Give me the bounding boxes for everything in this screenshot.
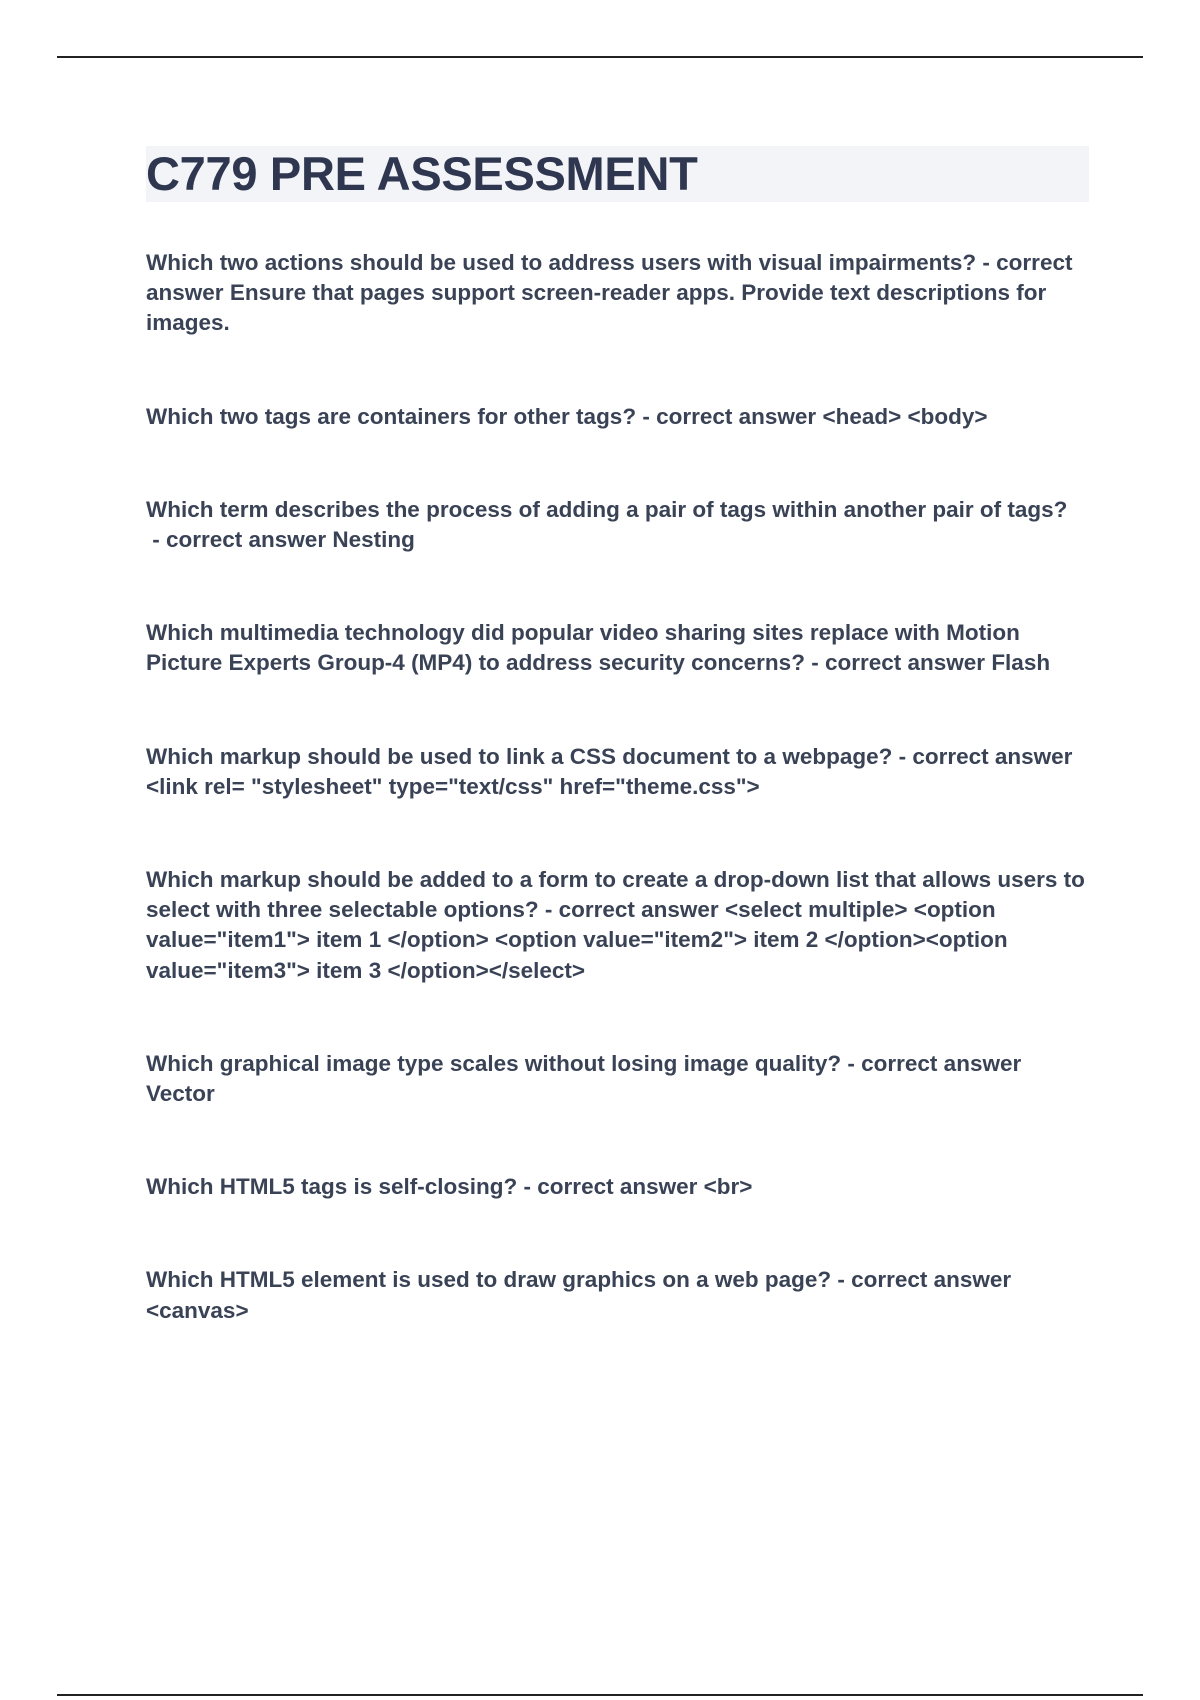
separator: - xyxy=(146,527,166,553)
qa-item xyxy=(146,742,1089,802)
answer-prefix: correct answer xyxy=(656,403,817,429)
answer-text: <select multiple> <option value="item1"> item 1 </option> <option value="item2"> item 2 </option><option value="item3"> item 3 </option></select> xyxy=(146,897,1008,983)
qa-item xyxy=(146,1265,1089,1325)
separator: - xyxy=(831,1267,852,1293)
answer-prefix: correct answer xyxy=(861,1050,1022,1076)
answer-text: <link rel= "stylesheet" type="text/css" href="theme.css"> xyxy=(146,773,760,799)
answer-text: <head> <body> xyxy=(822,403,988,429)
bottom-rule xyxy=(57,1694,1143,1696)
question-text: Which term describes the process of adding a pair of tags within another pair of tags? xyxy=(146,496,1068,522)
question-text: Which graphical image type scales without losing image quality? xyxy=(146,1050,842,1076)
question-text: Which markup should be used to link a CSS document to a webpage? xyxy=(146,743,893,769)
qa-item xyxy=(146,618,1089,678)
qa-item xyxy=(146,1049,1089,1109)
answer-prefix: correct answer xyxy=(851,1267,1012,1293)
answer-prefix: correct answer xyxy=(537,1174,698,1200)
answer-text: Flash xyxy=(991,650,1051,676)
separator: - xyxy=(804,650,825,676)
qa-list xyxy=(146,248,1089,1326)
question-text: Which multimedia technology did popular video sharing sites replace with Motion Picture Experts Group-4 (MP4) to address security concerns? xyxy=(146,620,1020,676)
answer-prefix: correct answer xyxy=(912,743,1073,769)
separator: - xyxy=(517,1174,538,1200)
document-body xyxy=(146,146,1089,1389)
answer-prefix: correct answer xyxy=(558,897,719,923)
separator: - xyxy=(892,743,913,769)
answer-prefix: correct answer xyxy=(146,250,1073,306)
qa-item xyxy=(146,402,1089,432)
answer-prefix: correct answer xyxy=(166,527,327,553)
question-text: Which HTML5 tags is self-closing? xyxy=(146,1174,518,1200)
answer-text: <br> xyxy=(703,1174,753,1200)
title-band xyxy=(146,146,1089,202)
question-text: Which markup should be added to a form to create a drop-down list that allows users to select with three selectable options? xyxy=(146,867,1085,923)
qa-item xyxy=(146,1172,1089,1202)
document-title: C779 PRE ASSESSMENT xyxy=(146,147,698,200)
answer-text: <canvas> xyxy=(146,1297,249,1323)
qa-item xyxy=(146,248,1089,339)
question-text: Which two tags are containers for other tags? xyxy=(146,403,637,429)
answer-text: Ensure that pages support screen-reader apps. Provide text descriptions for images. xyxy=(146,280,1047,336)
question-text: Which HTML5 element is used to draw graphics on a web page? xyxy=(146,1267,832,1293)
separator: - xyxy=(538,897,559,923)
answer-text: Nesting xyxy=(332,527,415,553)
qa-item xyxy=(146,495,1089,555)
question-text: Which two actions should be used to address users with visual impairments? xyxy=(146,250,977,275)
top-rule xyxy=(57,56,1143,58)
separator: - xyxy=(976,250,997,275)
answer-prefix: correct answer xyxy=(824,650,986,676)
qa-item xyxy=(146,865,1089,986)
separator: - xyxy=(841,1050,862,1076)
answer-text: Vector xyxy=(146,1081,215,1107)
separator: - xyxy=(636,403,657,429)
